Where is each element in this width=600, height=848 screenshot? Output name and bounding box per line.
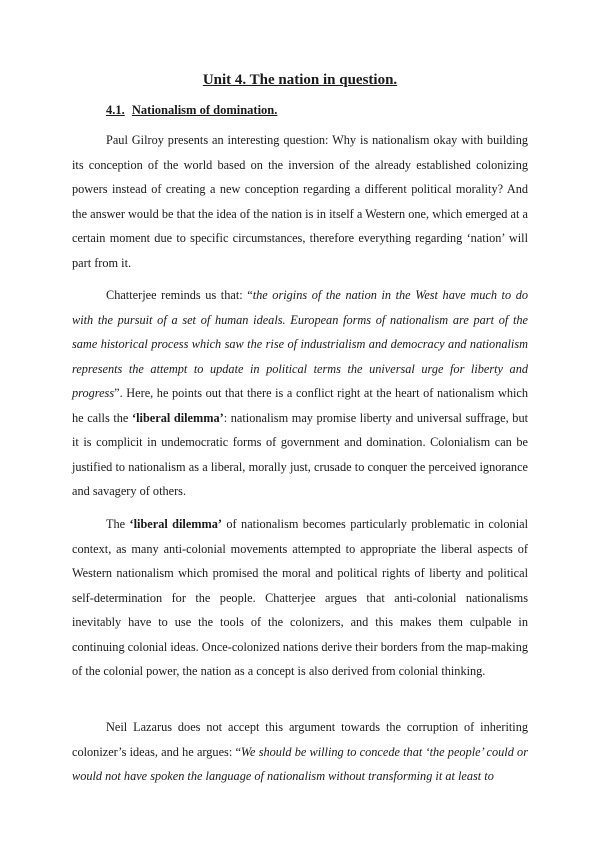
paragraph-text: Paul Gilroy presents an interesting question: Why is nationalism okay with building its conception of the world based on the inversion of the already established colonizing powers instead of creating a new conception regarding a different political morality? And the answer would be that the idea of the nation is in itself a Western one, which emerged at a certain moment due to specific circumstances, therefore everything regarding ‘nation’ will part from it.	[72, 133, 528, 270]
paragraph-intro: Chatterjee reminds us that: “	[106, 288, 253, 302]
paragraph-intro: The	[106, 517, 130, 531]
unit-title: Unit 4. The nation in question.	[202, 72, 398, 88]
paragraph-liberal-dilemma	[72, 512, 528, 684]
paragraph-chatterjee	[72, 283, 528, 504]
section-title: Nationalism of domination.	[131, 103, 278, 117]
section-heading	[106, 101, 277, 119]
paragraph-rest: of nationalism becomes particularly problematic in colonial context, as many anti-colonial movements attempted to appropriate the liberal aspects of Western nationalism which promised the moral and political rights of liberty and political self-determination for the people. Chatterjee argues that anti-colonial nationalisms inevitably have to use the tools of the colonizers, and this makes them culpable in continuing colonial ideas. Once-colonized nations derive their borders from the map-making of the colonial power, the nation as a concept is also derived from colonial thinking.	[72, 517, 528, 678]
key-term: ‘liberal dilemma’	[132, 410, 224, 425]
block-quote: We should be willing to concede that ‘the people’ could or would not have spoken the language of nationalism without transforming it at least to	[72, 744, 528, 783]
section-number: 4.1.	[106, 103, 125, 117]
paragraph-mid: ”. Here, he points out that there is a conflict right at the heart of nationalism which he calls the	[72, 386, 528, 425]
paragraph-rest: : nationalism may promise liberty and universal suffrage, but it is complicit in undemocratic forms of government and domination. Colonialism can be justified to nationalism as a liberal, morally just, crusade to conquer the perceived ignorance and savagery of others.	[72, 410, 529, 498]
paragraph-lazarus	[72, 715, 528, 789]
block-quote: the origins of the nation in the West have much to do with the pursuit of a set of human ideals. European forms of nationalism are part of the same historical process which saw the rise of industrialism and democracy and nationalism represents the attempt to update in political terms the universal urge for liberty and progress	[72, 288, 528, 400]
key-term: ‘liberal dilemma’	[129, 517, 223, 531]
paragraph-gilroy	[72, 128, 528, 275]
paragraph-intro: Neil Lazarus does not accept this argument towards the corruption of inheriting colonizer’s ideas, and he argues: “	[72, 720, 528, 759]
